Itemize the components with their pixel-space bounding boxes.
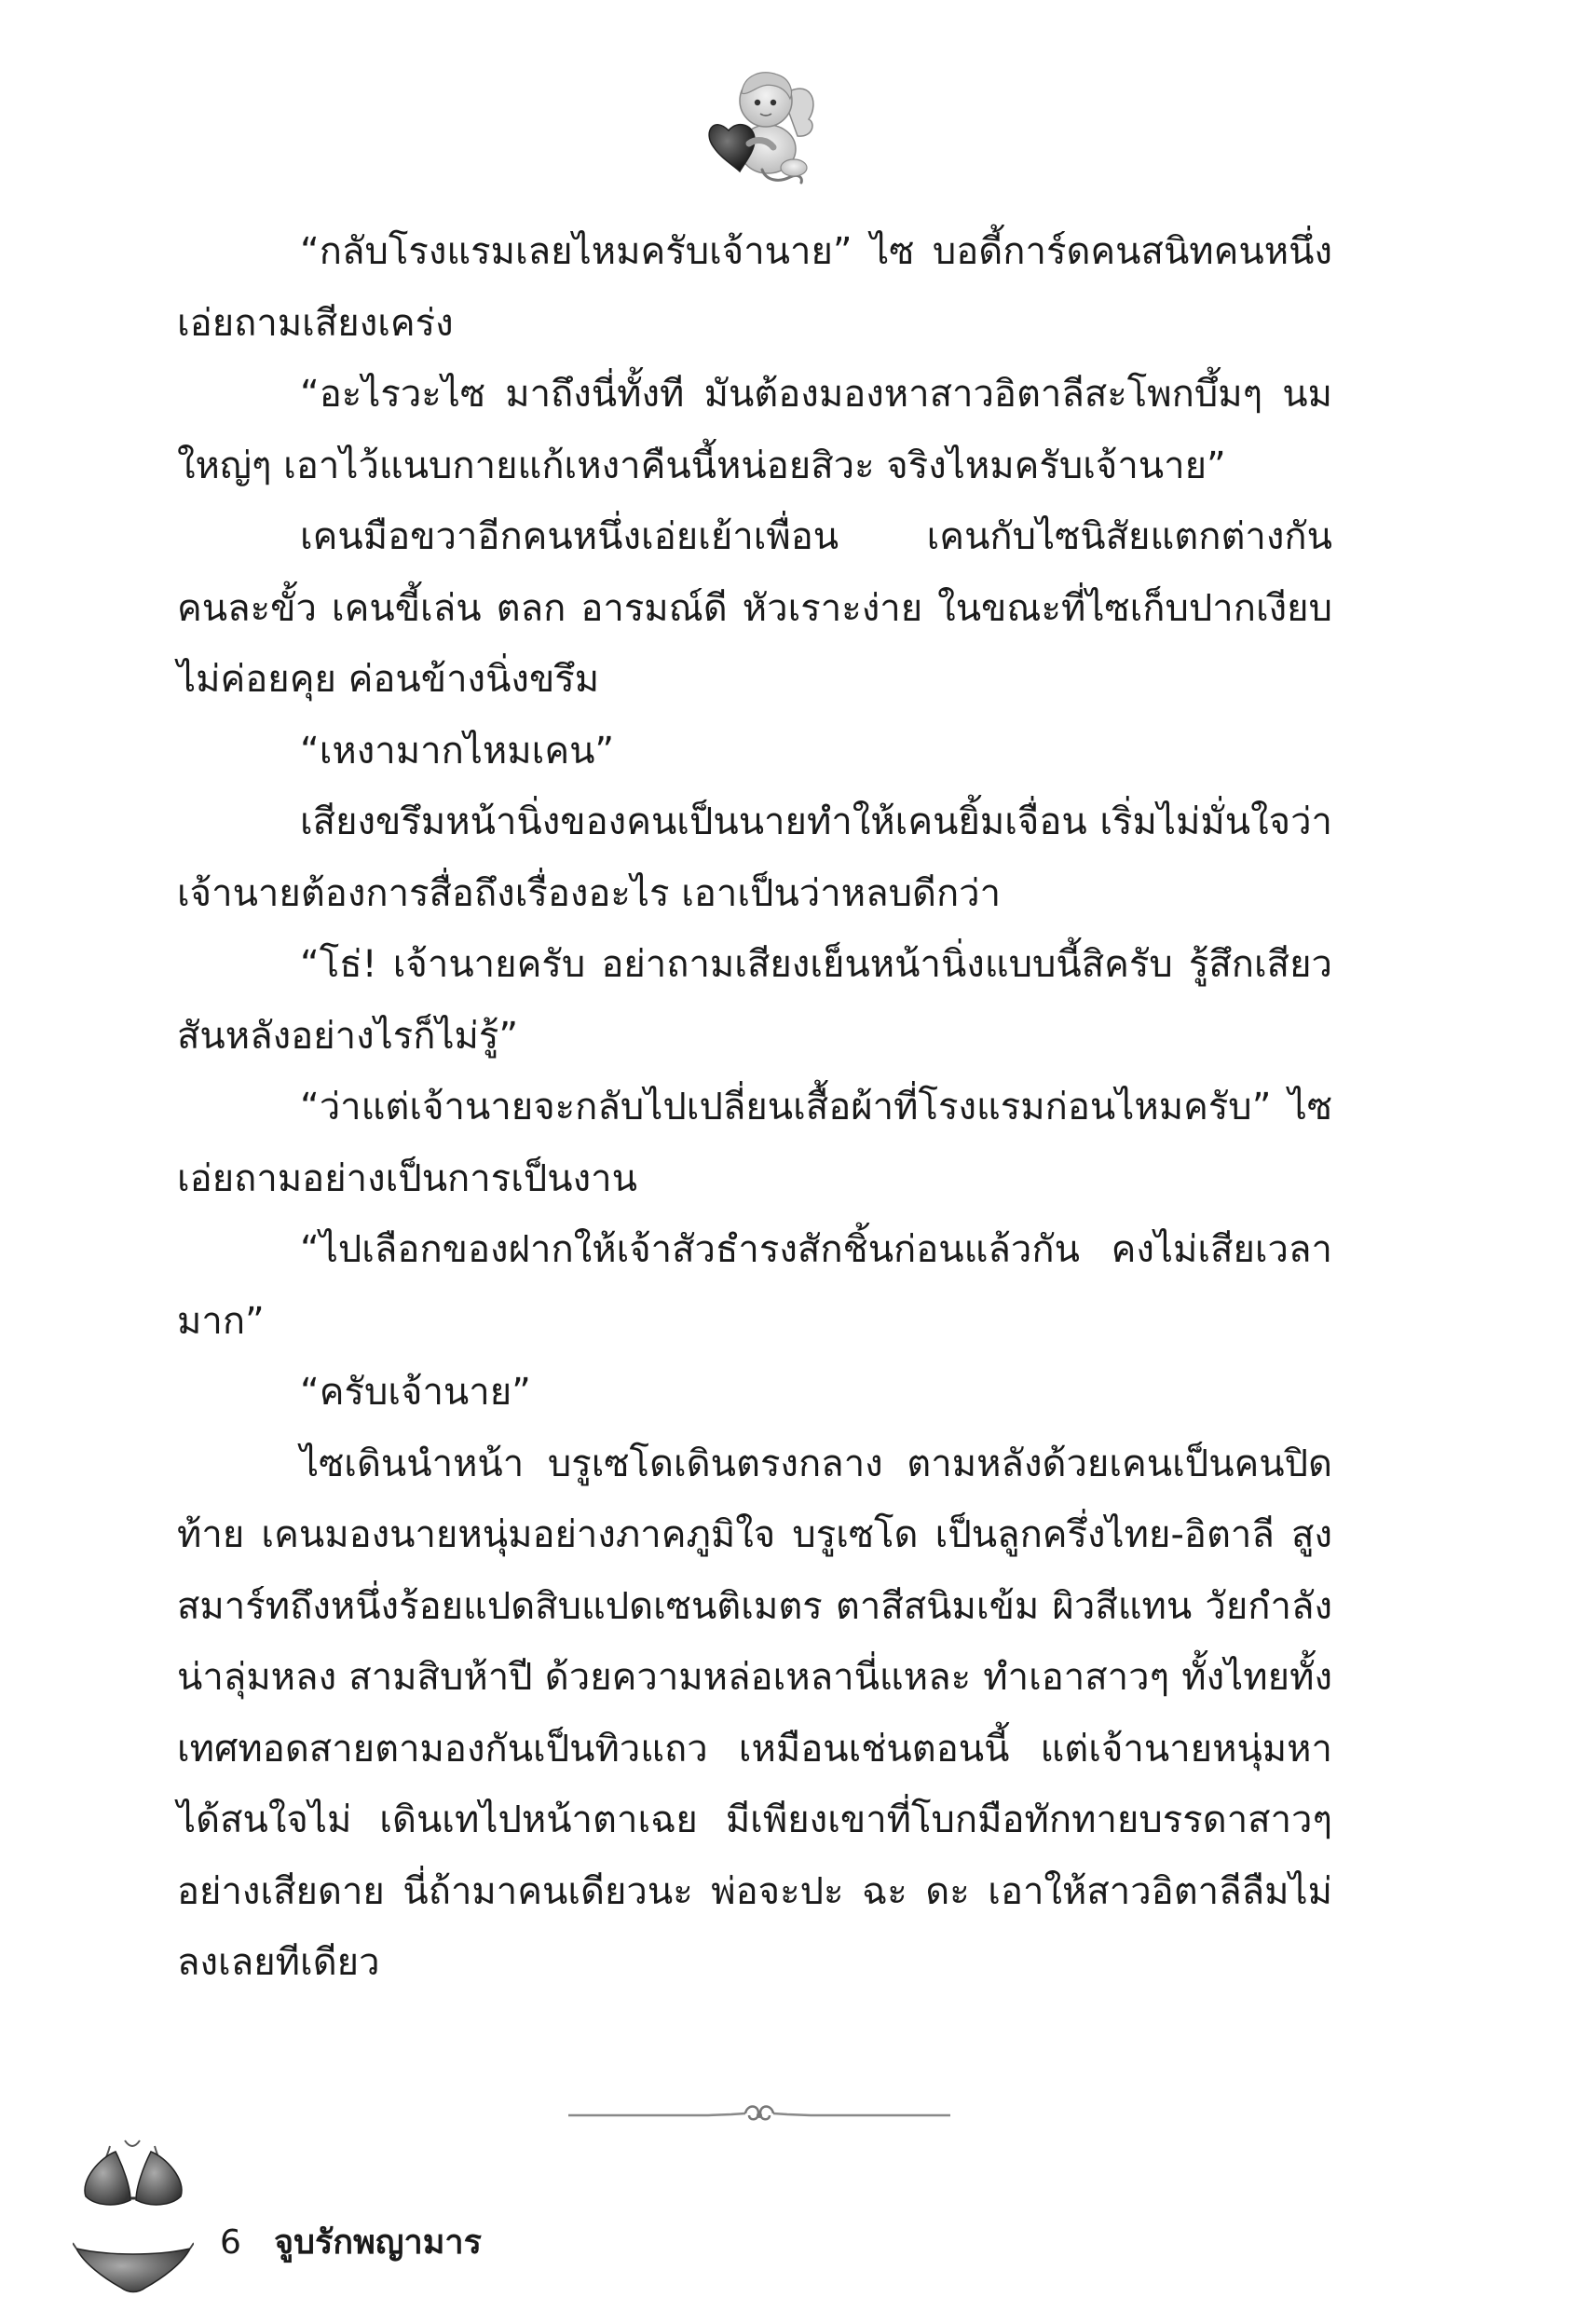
cupid-heart-icon (701, 58, 822, 188)
paragraph: เสียงขรึมหน้านิ่งของคนเป็นนายทำให้เคนยิ้มเจื่อน เริ่มไม่มั่นใจว่าเจ้านายต้องการสื่อถึงเรื่องอะไร เอาเป็นว่าหลบดีกว่า (177, 800, 1332, 915)
paragraph: “อะไรวะไซ มาถึงนี่ทั้งที มันต้องมองหาสาวอิตาลีสะโพกบึ้มๆ นมใหญ่ๆ เอาไว้แนบกายแก้เหงาคืนนี้หน่อยสิวะ จริงไหมครับเจ้านาย” (177, 373, 1332, 487)
page-number: 6 (220, 2223, 241, 2262)
paragraph: “ครับเจ้านาย” (300, 1371, 531, 1414)
bikini-icon (73, 2139, 194, 2306)
paragraph: “ว่าแต่เจ้านายจะกลับไปเปลี่ยนเสื้อผ้าที่โรงแรมก่อนไหมครับ” ไซเอ่ยถามอย่างเป็นการเป็นงาน (177, 1086, 1332, 1200)
body-text (177, 216, 1332, 1999)
book-title: จูบรักพญามาร (274, 2223, 482, 2262)
paragraph: “โธ่! เจ้านายครับ อย่าถามเสียงเย็นหน้านิ่งแบบนี้สิครับ รู้สึกเสียวสันหลังอย่างไรก็ไม่รู้” (177, 943, 1332, 1058)
paragraph: เคนมือขวาอีกคนหนึ่งเอ่ยเย้าเพื่อน เคนกับไซนิสัยแตกต่างกันคนละขั้ว เคนขี้เล่น ตลก อารมณ์ดี หัวเราะง่าย ในขณะที่ไซเก็บปากเงียบ ไม่ค่อยคุย ค่อนข้างนิ่งขรึม (177, 515, 1332, 701)
scroll-ornament-icon (568, 2097, 950, 2134)
paragraph: ไซเดินนำหน้า บรูเซโดเดินตรงกลาง ตามหลังด้วยเคนเป็นคนปิดท้าย เคนมองนายหนุ่มอย่างภาคภูมิใจ บรูเซโด เป็นลูกครึ่งไทย-อิตาลี สูงสมาร์ทถึงหนึ่งร้อยแปดสิบแปดเซนติเมตร ตาสีสนิมเข้ม ผิวสีแทน วัยกำลังน่าลุ่มหลง สามสิบห้าปี ด้วยความหล่อเหลานี่แหละ ทำเอาสาวๆ ทั้งไทยทั้งเทศทอดสายตามองกันเป็นทิวแถว เหมือนเช่นตอนนี้ แต่เจ้านายหนุ่มหาได้สนใจไม่ เดินเทไปหน้าตาเฉย มีเพียงเขาที่โบกมือทักทายบรรดาสาวๆ อย่างเสียดาย นี่ถ้ามาคนเดียวนะ พ่อจะปะ ฉะ ดะ เอาให้สาวอิตาลีลืมไม่ลงเลยทีเดียว (177, 1442, 1332, 1984)
paragraph: “เหงามากไหมเคน” (300, 729, 615, 773)
paragraph: “ไปเลือกของฝากให้เจ้าสัวธำรงสักชิ้นก่อนแล้วกัน คงไม่เสียเวลามาก” (177, 1228, 1332, 1343)
paragraph: “กลับโรงแรมเลยไหมครับเจ้านาย” ไซ บอดี้การ์ดคนสนิทคนหนึ่งเอ่ยถามเสียงเคร่ง (177, 230, 1332, 345)
